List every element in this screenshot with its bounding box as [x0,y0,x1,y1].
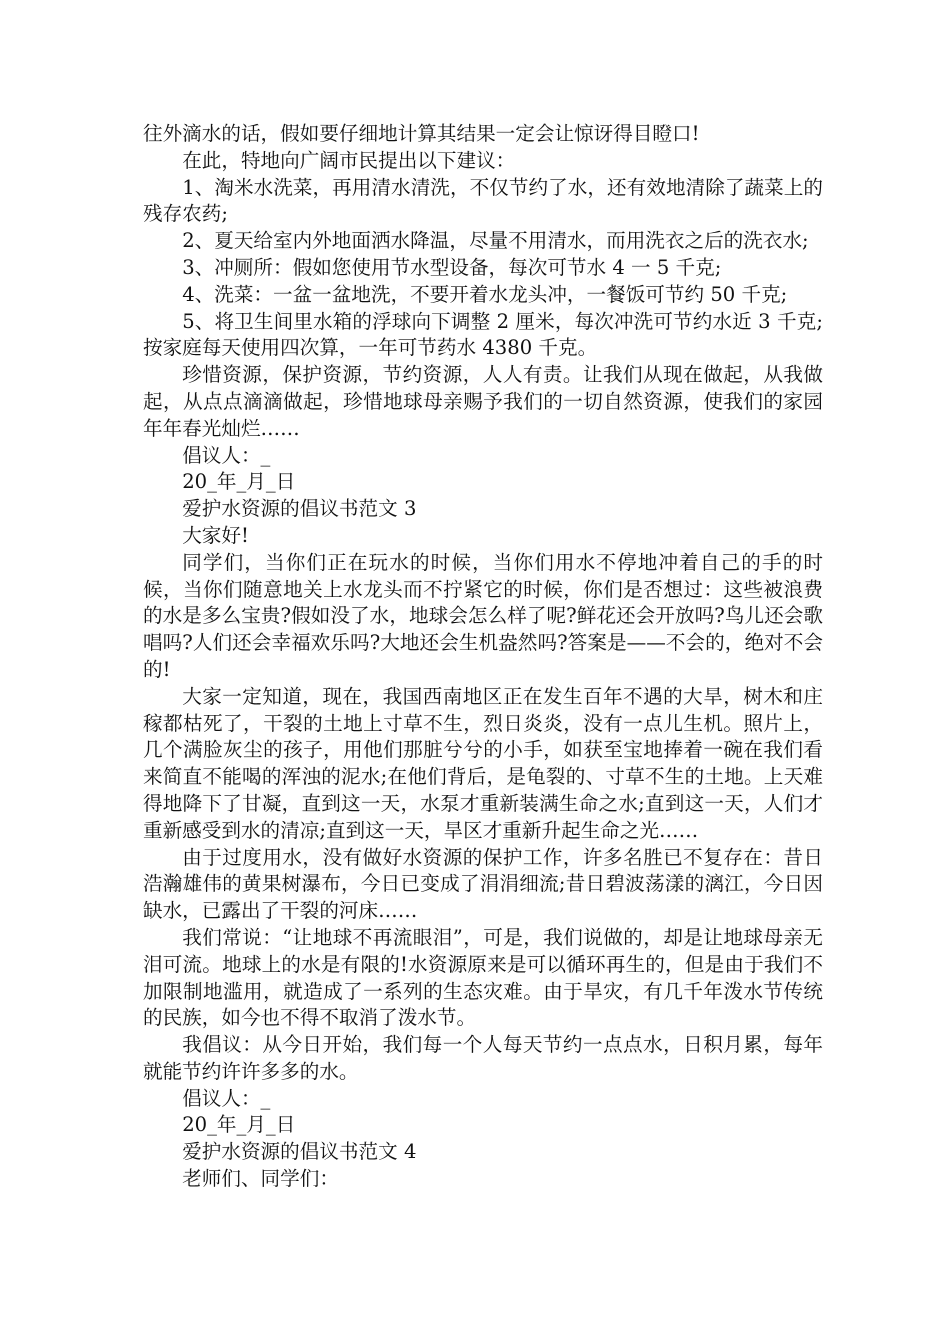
paragraph-intro-suggestions: 在此，特地向广阔市民提出以下建议： [182,148,516,172]
paragraph-body: 我们常说：“让地球不再流眼泪”，可是，我们说做的，却是让地球母亲无泪可流。地球上的水是有限的!水资源原来是可以循环再生的，但是由于我们不加限制地滥用，就造成了一系列的生态灾难。由于旱灾，有几千年泼水节传统的民族，如今也不得不取消了泼水节。 [143,925,823,1030]
section-heading-4: 爱护水资源的倡议书范文 4 [182,1140,417,1164]
suggestion-item-5: 5、将卫生间里水箱的浮球向下调整 2 厘米，每次冲洗可节约水近 3 千克;按家庭每天使用四次算，一年可节药水 4380 千克。 [143,309,823,360]
document-body [143,121,823,1193]
signature-line: 倡议人：_ [182,443,271,467]
date-line: 20_年_月_日 [182,1113,296,1137]
suggestion-item-1: 1、淘米水洗菜，再用清水清洗，不仅节约了水，还有效地清除了蔬菜上的残存农药; [143,175,823,226]
paragraph-proposal: 我倡议：从今日开始，我们每一个人每天节约一点点水，日积月累，每年就能节约许许多多的水。 [143,1033,823,1083]
paragraph-body: 由于过度用水，没有做好水资源的保护工作，许多名胜已不复存在：昔日浩瀚雄伟的黄果树瀑布，今日已变成了涓涓细流;昔日碧波荡漾的漓江，今日因缺水，已露出了干裂的河床…… [143,845,823,923]
paragraph-body: 同学们，当你们正在玩水的时候，当你们用水不停地冲着自己的手的时候，当你们随意地关上水龙头而不拧紧它的时候，你们是否想过：这些被浪费的水是多么宝贵?假如没了水，地球会怎么样了呢?鲜花还会开放吗?鸟儿还会歌唱吗?人们还会幸福欢乐吗?大地还会生机盎然吗?答案是——不会的，绝对不会的! [143,550,823,681]
suggestion-item-3: 3、冲厕所：假如您使用节水型设备，每次可节水 4 一 5 千克; [182,255,722,279]
suggestion-item-4: 4、洗菜：一盆一盆地洗，不要开着水龙头冲，一餐饭可节约 50 千克; [182,282,788,306]
greeting: 大家好! [182,523,249,547]
paragraph-body: 大家一定知道，现在，我国西南地区正在发生百年不遇的大旱，树木和庄稼都枯死了，干裂的土地上寸草不生，烈日炎炎，没有一点儿生机。照片上，几个满脸灰尘的孩子，用他们那脏兮兮的小手，如获至宝地捧着一碗在我们看来简直不能喝的浑浊的泥水;在他们背后，是龟裂的、寸草不生的土地。上天难得地降下了甘凝，直到这一天，水泵才重新装满生命之水;直到这一天，人们才重新感受到水的清凉;直到这一天，旱区才重新升起生命之光…… [143,684,823,842]
suggestion-item-2: 2、夏天给室内外地面洒水降温，尽量不用清水，而用洗衣之后的洗衣水; [182,229,809,253]
section-heading-3: 爱护水资源的倡议书范文 3 [182,497,417,521]
greeting: 老师们、同学们： [182,1167,339,1191]
paragraph-continuation: 往外滴水的话，假如要仔细地计算其结果一定会让惊讶得目瞪口! [143,122,700,145]
paragraph-closing-appeal: 珍惜资源，保护资源，节约资源，人人有责。让我们从现在做起，从我做起，从点点滴滴做起，珍惜地球母亲赐予我们的一切自然资源，使我们的家园年年春光灿烂…… [143,363,823,440]
date-line: 20_年_月_日 [182,470,296,494]
signature-line: 倡议人：_ [182,1086,271,1110]
